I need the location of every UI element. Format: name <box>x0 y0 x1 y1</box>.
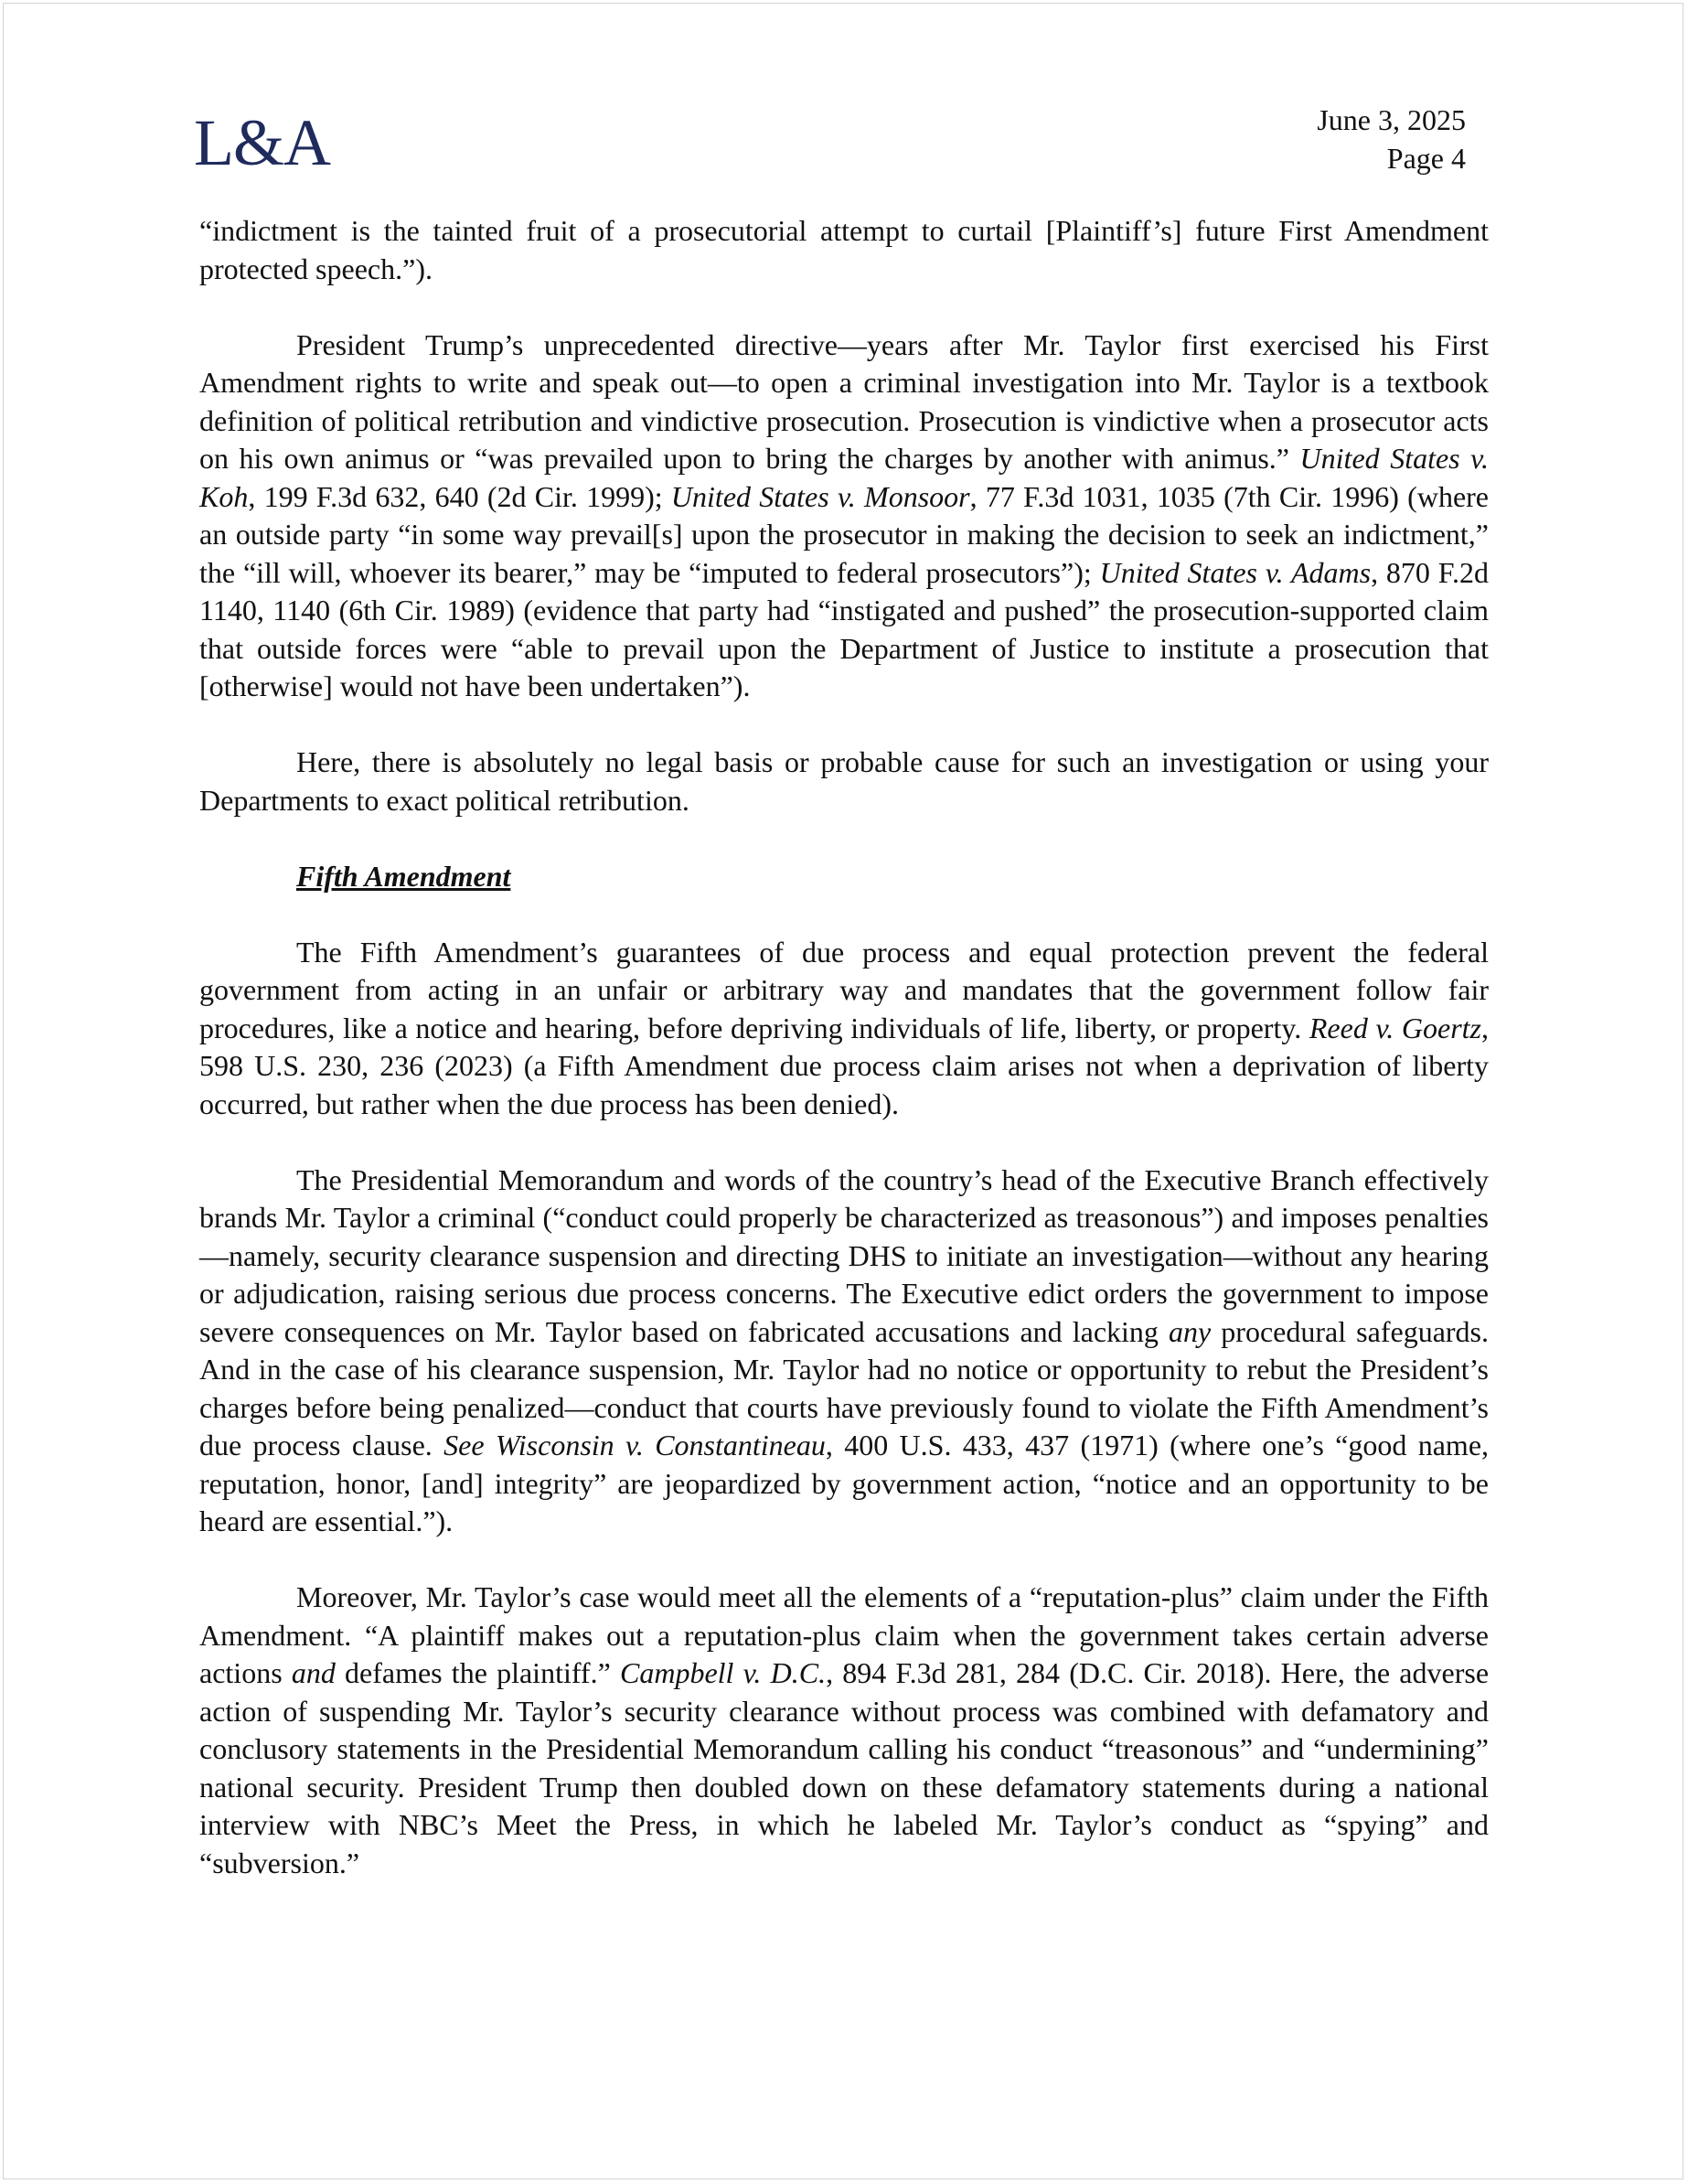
firm-logo: L&A <box>194 106 330 179</box>
paragraph-presidential-memorandum: The Presidential Memorandum and words of the country’s head of the Executive Branch effectively brands Mr. Taylor a criminal (“conduct could properly be characterized as treasonous”) and imposes penalties—namely, security clearance suspension and directing DHS to initiate an investigation—without any hearing or adjudication, raising serious due process concerns. The Executive edict orders the government to impose severe consequences on Mr. Taylor based on fabricated accusations and lacking any procedural safeguards. And in the case of his clearance suspension, Mr. Taylor had no notice or opportunity to rebut the President’s charges before being penalized—conduct that courts have previously found to violate the Fifth Amendment’s due process clause. See Wisconsin v. Constantineau, 400 U.S. 433, 437 (1971) (where one’s “good name, reputation, honor, [and] integrity” are jeopardized by government action, “notice and an opportunity to be heard are essential.”). <box>199 1162 1490 1537</box>
paragraph-no-legal-basis: Here, there is absolutely no legal basis or probable cause for such an investigation or using your Departments to exact political retribution. <box>199 745 1489 817</box>
case-citation: Reed v. Goertz <box>1309 1011 1482 1044</box>
paragraph-reputation-plus: Moreover, Mr. Taylor’s case would meet all the elements of a “reputation-plus” claim under the Fifth Amendment. “A plaintiff makes out a reputation-plus claim when the government takes certain adverse actions and defames the plaintiff.” Campbell v. D.C., 894 F.3d 281, 284 (D.C. Cir. 2018). Here, the adverse action of suspending Mr. Taylor’s security clearance without process was combined with defamatory and conclusory statements in the Presidential Memorandum calling his conduct “treasonous” and “undermining” national security. President Trump then doubled down on these defamatory statements during a national interview with NBC’s Meet the Press, in which he labeled Mr. Taylor’s conduct as “spying” and “subversion.” <box>199 1580 1490 1879</box>
page-number: Page 4 <box>1386 142 1466 175</box>
letter-header <box>1317 101 1466 177</box>
letter-body <box>199 212 1489 1921</box>
paragraph-vindictive-prosecution: President Trump’s unprecedented directive—years after Mr. Taylor first exercised his First Amendment rights to write and speak out—to open a criminal investigation into Mr. Taylor is a textbook definition of political retribution and vindictive prosecution. Prosecution is vindictive when a prosecutor acts on his own animus or “was prevailed upon to bring the charges by another with animus.” United States v. Koh, 199 F.3d 632, 640 (2d Cir. 1999); United States v. Monsoor, 77 F.3d 1031, 1035 (7th Cir. 1996) (where an outside party “in some way prevail[s] upon the prosecutor in making the decision to seek an indictment,” the “ill will, whoever its bearer,” may be “imputed to federal prosecutors”); United States v. Adams, 870 F.2d 1140, 1140 (6th Cir. 1989) (evidence that party had “instigated and pushed” the prosecution-supported claim that outside forces were “able to prevail upon the Department of Justice to institute a prosecution that [otherwise] would not have been undertaken”). <box>199 327 1490 702</box>
emphasis: and <box>291 1656 336 1689</box>
case-citation: Campbell v. D.C. <box>619 1656 827 1689</box>
case-citation: United States v. Koh <box>199 442 1490 513</box>
paragraph-continuation: “indictment is the tainted fruit of a prosecutorial attempt to curtail [Plaintiff’s] future First Amendment protected speech.”). <box>199 214 1489 285</box>
case-citation: United States v. Monsoor <box>670 479 970 513</box>
letter-date: June 3, 2025 <box>1317 103 1466 136</box>
paragraph-fifth-amendment: The Fifth Amendment’s guarantees of due process and equal protection prevent the federal government from acting in an unfair or arbitrary way and mandates that the government follow fair procedures, like a notice and hearing, before depriving individuals of life, liberty, or property. Reed v. Goertz, 598 U.S. 230, 236 (2023) (a Fifth Amendment due process claim arises not when a deprivation of liberty occurred, but rather when the due process has been denied). <box>199 935 1490 1120</box>
emphasis: any <box>1169 1314 1212 1348</box>
case-citation: See Wisconsin v. Constantineau <box>443 1429 826 1461</box>
section-heading: Fifth Amendment <box>296 859 511 893</box>
case-citation: United States v. Adams <box>1099 555 1372 589</box>
